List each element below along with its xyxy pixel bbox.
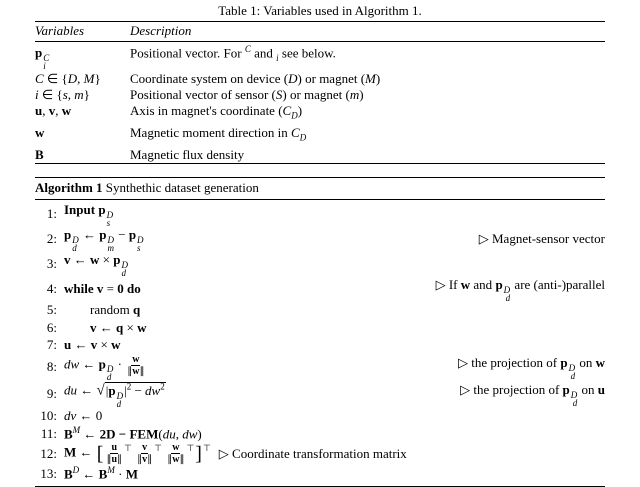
table-row xyxy=(35,103,605,125)
header-row xyxy=(35,22,605,42)
variable-cell: i ∈ {s, m} xyxy=(35,87,90,103)
algorithm-line xyxy=(35,202,605,227)
line-number: 1: xyxy=(46,206,57,222)
description-cell: Magnetic flux density xyxy=(130,146,245,162)
variable-cell: u, v, w xyxy=(35,103,72,119)
algorithm-line xyxy=(35,354,605,381)
line-code: random q xyxy=(90,302,141,318)
line-code: du ← √|p D d $|^2 - dw^2$ xyxy=(64,381,165,409)
variable-cell: C ∈ {D, M} xyxy=(35,71,101,87)
line-code: u ← v × w xyxy=(64,336,121,352)
line-comment: ▷ Magnet-sensor vector xyxy=(478,231,605,247)
line-number: 9: xyxy=(46,386,57,402)
line-code: $B^D$ ← $B^M \cdot M$ xyxy=(64,465,138,482)
line-code: M ← [ $\frac{u}{\parallel u\parallel}$ ⊤ $\frac{v}{\parallel v\parallel}$ ⊤ $\frac{w}{\parallel w\parallel}$ ⊤]⊤ xyxy=(64,442,211,466)
description-cell: Coordinate system on device (D) or magnet (M) xyxy=(130,71,381,87)
line-number: 3: xyxy=(46,256,57,272)
line-number: 6: xyxy=(46,319,57,335)
description-cell: Positional vector of sensor (S) or magnet (m) xyxy=(130,87,364,103)
table-row xyxy=(35,71,605,87)
algorithm-line xyxy=(35,442,605,465)
table-caption: Table 1: Variables used in Algorithm 1. xyxy=(218,3,422,18)
algorithm-label: Algorithm 1 xyxy=(35,179,103,195)
variables-table-body xyxy=(35,42,605,164)
algorithm-line xyxy=(35,425,605,442)
line-code: p D d ← p D m − p D s xyxy=(64,226,144,253)
line-code: while v = 0 do xyxy=(64,281,141,297)
line-comment: ▷ If w and p D d are (anti-)parallel xyxy=(435,276,605,303)
line-comment: ▷ Coordinate transformation matrix xyxy=(218,445,407,461)
description-cell: Positional vector. For $^C$ and $_i$ see below. xyxy=(130,44,336,63)
line-number: 11: xyxy=(40,425,57,441)
algorithm-line xyxy=(35,277,605,302)
table-row xyxy=(35,42,605,72)
line-number: 12: xyxy=(40,445,57,461)
line-number: 13: xyxy=(40,465,57,481)
line-number: 8: xyxy=(46,359,57,375)
algorithm-lines xyxy=(35,202,605,483)
line-code: v ← q × w xyxy=(90,319,147,335)
algorithm-line xyxy=(35,408,605,425)
algorithm-line xyxy=(35,227,605,252)
variables-table xyxy=(35,21,605,164)
description-cell: Magnetic moment direction in $C_D$ xyxy=(130,124,307,143)
algorithm-title xyxy=(35,178,605,200)
column-header-description: Description xyxy=(130,22,605,42)
variable-cell: p C i xyxy=(35,45,50,72)
variable-cell: w xyxy=(35,124,45,140)
table-row xyxy=(35,125,605,147)
line-number: 10: xyxy=(40,408,57,424)
line-code: Input p D s xyxy=(64,201,114,228)
line-number: 7: xyxy=(46,336,57,352)
line-code: $B^M$ ← 2D − FEM(du, dw) xyxy=(64,424,202,442)
line-code: v ← w × p D d xyxy=(64,251,128,278)
table-row xyxy=(35,87,605,103)
line-number: 5: xyxy=(46,302,57,318)
algorithm-line xyxy=(35,252,605,277)
line-code: dw ← p D d · $\frac{w}{\parallel w\parallel}$ xyxy=(64,353,145,383)
variables-table-header xyxy=(35,22,605,42)
algorithm-line xyxy=(35,336,605,353)
algorithm-line xyxy=(35,302,605,319)
line-number: 2: xyxy=(46,231,57,247)
column-header-variables: Variables xyxy=(35,22,130,42)
algorithm-line xyxy=(35,465,605,482)
line-comment: ▷ the projection of p D d on w xyxy=(457,354,605,381)
algorithm-line xyxy=(35,319,605,336)
table-row xyxy=(35,147,605,164)
line-code: dv ← 0 xyxy=(64,408,103,424)
line-number: 4: xyxy=(46,281,57,297)
algorithm-block xyxy=(35,177,605,487)
line-comment: ▷ the projection of p D d on u xyxy=(460,381,605,408)
variable-cell: B xyxy=(35,146,44,162)
description-cell: Axis in magnet's coordinate $(C_D)$ xyxy=(130,103,303,121)
algorithm-line xyxy=(35,381,605,407)
algorithm-name: Synthethic dataset generation xyxy=(105,179,259,195)
